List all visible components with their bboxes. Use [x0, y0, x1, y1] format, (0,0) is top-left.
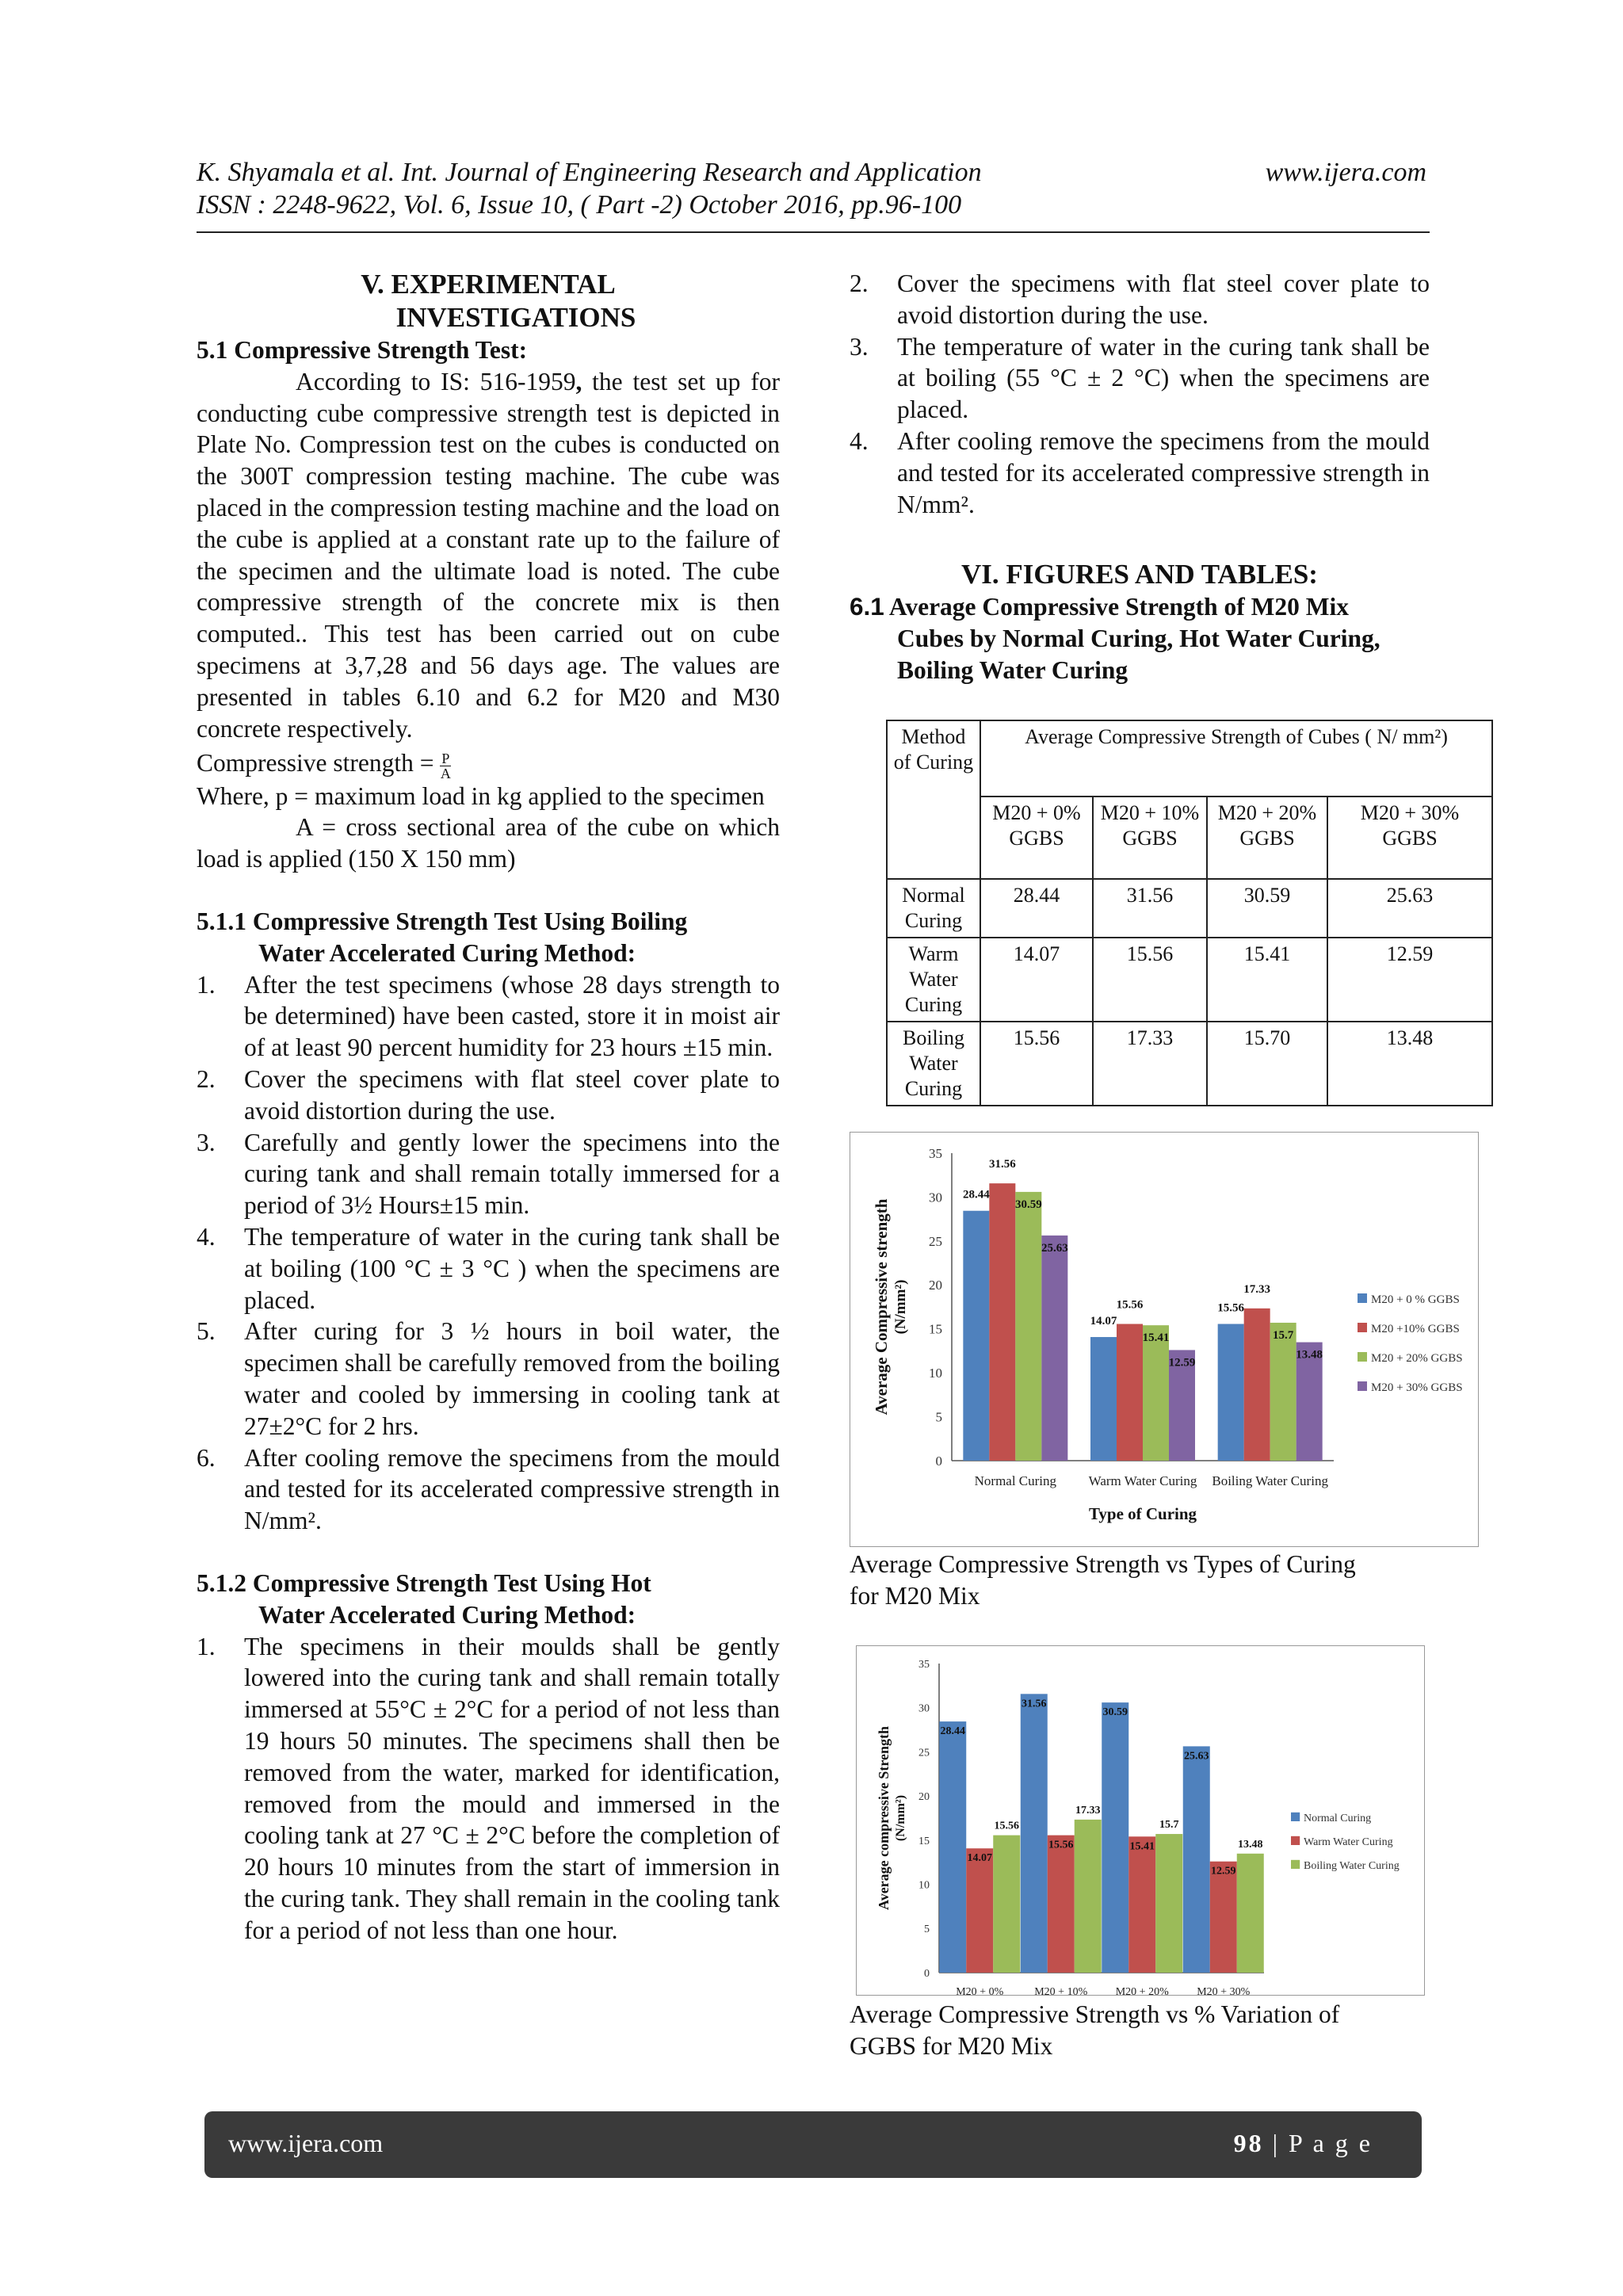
- subsection-title-line2: Cubes by Normal Curing, Hot Water Curing,: [897, 625, 1381, 653]
- running-header-journal: K. Shyamala et al. Int. Journal of Engineering Research and Application: [197, 158, 982, 187]
- where-a: A = cross sectional area of the cube on which load is applied (150 X 150 mm): [197, 813, 780, 873]
- legend-label: M20 + 20% GGBS: [1371, 1352, 1463, 1365]
- bar: [939, 1721, 966, 1973]
- legend-swatch: [1291, 1836, 1300, 1845]
- caption-2-line2: GGBS for M20 Mix: [850, 2031, 1053, 2060]
- section-heading-vi: VI. FIGURES AND TABLES:: [961, 559, 1318, 590]
- y-tick-label: 10: [929, 1366, 942, 1381]
- data-label: 12.59: [1211, 1865, 1236, 1878]
- table-header-method: Method of Curing: [887, 720, 980, 879]
- left-column: [197, 268, 780, 1946]
- bar: [966, 1848, 993, 1973]
- table-cell: 28.44: [980, 879, 1093, 938]
- x-tick-label: M20 + 10%: [1034, 1986, 1088, 1995]
- table-cell: 15.56: [980, 1022, 1093, 1106]
- list-item-text: After the test specimens (whose 28 days strength to be determined) have been casted, store it in moist air of at least 90 percent humidity for 23 hours ±15 min.: [244, 970, 780, 1062]
- list-item: [850, 426, 1430, 520]
- right-column: [850, 268, 1430, 686]
- list-item-text: After curing for 3 ½ hours in boil water, the specimen shall be carefully removed from the boiling water and cooled by immersing in cooling tank at 27±2°C for 2 hrs.: [244, 1317, 780, 1440]
- data-label: 17.33: [1243, 1282, 1271, 1296]
- bar: [1075, 1820, 1102, 1973]
- legend-label: Boiling Water Curing: [1304, 1860, 1400, 1872]
- x-tick-label: M20 + 0%: [956, 1986, 1004, 1995]
- data-label: 14.07: [1090, 1315, 1117, 1328]
- data-label: 15.56: [1048, 1839, 1074, 1851]
- y-tick-label: 25: [929, 1233, 942, 1249]
- table-column-header: M20 + 20% GGBS: [1207, 797, 1327, 879]
- y-axis-title: Average Compressive strength: [872, 1198, 891, 1415]
- y-tick-label: 5: [924, 1924, 930, 1936]
- data-label: 15.56: [994, 1820, 1019, 1832]
- list-item-text: Cover the specimens with flat steel cover plate to avoid distortion during the use.: [897, 269, 1430, 329]
- list-item: [197, 969, 780, 1064]
- table-row: [887, 1022, 1492, 1106]
- bar: [1102, 1702, 1128, 1973]
- list-item: [197, 1064, 780, 1127]
- list-item-number: 6.: [197, 1443, 216, 1472]
- running-header-issn: ISSN : 2248-9622, Vol. 6, Issue 10, ( Part -2) October 2016, pp.96-100: [197, 190, 962, 220]
- list-item-text: The specimens in their moulds shall be gently lowered into the curing tank and shall remain totally immersed at 55°C ± 2°C for a period of not less than 19 hours 50 minutes. The specimens shall then be removed from the water, marked for identification, removed from the mould and immersed in the cooling tank at 27 °C ± 2°C before the completion of 20 hours 10 minutes from the start of immersion in the curing tank. They shall remain in the cooling tank for a period of not less than one hour.: [244, 1632, 780, 1944]
- table-row-method: Boiling Water Curing: [887, 1022, 980, 1106]
- list-item-text: Cover the specimens with flat steel cover plate to avoid distortion during the use.: [244, 1065, 780, 1125]
- table-row-method: Normal Curing: [887, 879, 980, 938]
- data-label: 25.63: [1184, 1750, 1209, 1763]
- list-item-number: 4.: [197, 1222, 216, 1251]
- y-tick-label: 35: [929, 1145, 942, 1161]
- y-tick-label: 20: [929, 1278, 942, 1293]
- footer-page-number: [1234, 2129, 1373, 2158]
- caption-1-line1: Average Compressive Strength vs Types of Curing: [850, 1550, 1356, 1578]
- where-p: Where, p = maximum load in kg applied to the specimen: [197, 781, 765, 810]
- figure-types-of-curing: [850, 1132, 1479, 1547]
- figure-caption-2: [850, 1999, 1484, 2062]
- hot-water-steps-list: [197, 1631, 780, 1946]
- list-item-text: After cooling remove the specimens from the mould and tested for its accelerated compressive strength in N/mm².: [897, 426, 1430, 518]
- list-item: [197, 1127, 780, 1221]
- list-item-text: Carefully and gently lower the specimens into the curing tank and shall remain totally immersed for a period of 3½ Hours±15 min.: [244, 1128, 780, 1220]
- subsection-title-5-1-1-line1: 5.1.1 Compressive Strength Test Using Boiling: [197, 907, 688, 936]
- figure-caption-1: [850, 1549, 1484, 1612]
- table-cell: 15.56: [1093, 938, 1207, 1022]
- data-label: 28.44: [962, 1188, 990, 1201]
- chart-types-of-curing: [850, 1133, 1478, 1546]
- legend-label: M20 + 0 % GGBS: [1371, 1293, 1460, 1306]
- data-label: 28.44: [940, 1725, 965, 1738]
- list-item-text: The temperature of water in the curing tank shall be at boiling (55 °C ± 2 °C) when the specimens are placed.: [897, 332, 1430, 424]
- page-footer: [204, 2111, 1422, 2178]
- legend-swatch: [1358, 1381, 1367, 1391]
- subsection-title-5-1-2-line1: 5.1.2 Compressive Strength Test Using Hot: [197, 1568, 651, 1597]
- legend-swatch: [1291, 1813, 1300, 1821]
- bar: [1270, 1323, 1296, 1461]
- legend-label: M20 +10% GGBS: [1371, 1323, 1460, 1335]
- subsection-title-5-1-1-line2: Water Accelerated Curing Method:: [258, 938, 636, 967]
- table-cell: 15.41: [1207, 938, 1327, 1022]
- x-tick-label: M20 + 30%: [1197, 1986, 1251, 1995]
- body-text: the test set up for conducting cube compressive strength test is depicted in Plate No. Compression test on the cubes is conducted on the 300T compression testing machine. The cube was placed in the compression testing machine and the load on the cube is applied at a constant rate up to the failure of the specimen and the ultimate load is noted. The cube compressive strength of the concrete mix is then computed.. This test has been carried out on cube specimens at 3,7,28 and 56 days age. The values are presented in tables 6.10 and 6.2 for M20 and M30 concrete respectively.: [197, 367, 780, 743]
- y-tick-label: 25: [918, 1747, 930, 1759]
- table-cell: 17.33: [1093, 1022, 1207, 1106]
- data-label: 31.56: [988, 1158, 1016, 1171]
- formula-denominator: A: [440, 765, 451, 781]
- section-heading-line1: V. EXPERIMENTAL: [361, 269, 616, 300]
- header-rule: [197, 231, 1430, 233]
- table-cell: 25.63: [1327, 879, 1492, 938]
- data-label: 13.48: [1296, 1348, 1323, 1362]
- table-cell: 30.59: [1207, 879, 1327, 938]
- section-heading-line2: INVESTIGATIONS: [395, 302, 636, 333]
- data-label: 13.48: [1238, 1838, 1263, 1851]
- x-tick-label: M20 + 20%: [1115, 1986, 1169, 1995]
- caption-1-line2: for M20 Mix: [850, 1581, 980, 1610]
- table-header-average: Average Compressive Strength of Cubes ( N/ mm²): [980, 720, 1492, 797]
- list-item-text: After cooling remove the specimens from the mould and tested for its accelerated compressive strength in N/mm².: [244, 1443, 780, 1535]
- list-item-number: 3.: [197, 1128, 216, 1156]
- bar: [993, 1836, 1020, 1973]
- subsection-5-1-body: According to IS: 516-1959, the test set up for conducting cube compressive strength test is depicted in Plate No. Compression test on the cubes is conducted on the 300T compression testing machine. The cube was placed in the compression testing machine and the load on the cube is applied at a constant rate up to the failure of the specimen and the ultimate load is noted. The cube compressive strength of the concrete mix is then computed.. This test has been carried out on cube specimens at 3,7,28 and 56 days age. The values are presented in tables 6.10 and 6.2 for M20 and M30 concrete respectively.: [197, 367, 780, 743]
- bar: [963, 1211, 989, 1461]
- y-tick-label: 30: [918, 1702, 930, 1715]
- bar: [1041, 1236, 1067, 1461]
- legend-swatch: [1358, 1323, 1367, 1332]
- legend-label: M20 + 30% GGBS: [1371, 1381, 1463, 1394]
- compressive-strength-table: [886, 720, 1493, 1106]
- data-label: 12.59: [1168, 1356, 1196, 1370]
- table-cell: 12.59: [1327, 938, 1492, 1022]
- footer-website: www.ijera.com: [228, 2129, 384, 2157]
- data-label: 30.59: [1102, 1706, 1128, 1719]
- x-tick-label: Boiling Water Curing: [1212, 1473, 1328, 1488]
- bar: [1128, 1836, 1155, 1973]
- formula-fraction: [440, 751, 451, 781]
- bar: [1210, 1862, 1237, 1973]
- y-tick-label: 15: [929, 1321, 942, 1337]
- legend-swatch: [1358, 1293, 1367, 1303]
- page-number: 98: [1233, 2129, 1264, 2157]
- subsection-title-5-1: 5.1 Compressive Strength Test:: [197, 336, 528, 364]
- legend-label: Warm Water Curing: [1304, 1836, 1393, 1848]
- running-header-website: www.ijera.com: [1265, 158, 1426, 187]
- y-tick-label: 15: [918, 1835, 930, 1847]
- formula-label: Compressive strength =: [197, 749, 441, 777]
- standard-reference: According to IS: 516-1959: [296, 367, 576, 395]
- legend-swatch: [1291, 1860, 1300, 1869]
- formula-numerator: P: [441, 750, 450, 766]
- data-label: 25.63: [1041, 1241, 1068, 1255]
- table-row: [887, 879, 1492, 938]
- list-item: [850, 268, 1430, 331]
- list-item-number: 4.: [850, 426, 869, 455]
- y-tick-label: 30: [929, 1190, 942, 1205]
- table-column-header: M20 + 10% GGBS: [1093, 797, 1207, 879]
- subsection-title-line3: Boiling Water Curing: [897, 655, 1128, 684]
- data-label: 15.56: [1217, 1301, 1245, 1315]
- list-item: [197, 1442, 780, 1537]
- y-tick-label: 0: [935, 1453, 942, 1469]
- subsection-title-6-1: [850, 591, 1430, 623]
- y-axis-title: Average compressive Strength: [876, 1726, 892, 1910]
- subsection-title-5-1-2-line2: Water Accelerated Curing Method:: [258, 1600, 636, 1629]
- list-item: [197, 1221, 780, 1316]
- bar: [1048, 1836, 1075, 1973]
- table-row: [887, 938, 1492, 1022]
- y-axis-title-unit: (N/mm²): [892, 1279, 909, 1335]
- data-label: 15.56: [1116, 1298, 1144, 1312]
- data-label: 14.07: [967, 1852, 992, 1865]
- y-tick-label: 10: [918, 1879, 930, 1892]
- x-tick-label: Normal Curing: [974, 1473, 1057, 1488]
- table-cell: 13.48: [1327, 1022, 1492, 1106]
- y-tick-label: 5: [935, 1409, 942, 1425]
- data-label: 15.7: [1273, 1328, 1294, 1342]
- subsection-title-line1: Average Compressive Strength of M20 Mix: [884, 593, 1349, 621]
- list-item-number: 3.: [850, 332, 869, 361]
- data-label: 17.33: [1075, 1804, 1101, 1817]
- bar: [1218, 1324, 1244, 1461]
- subsection-number: 6.1: [850, 592, 884, 621]
- bar: [1244, 1308, 1270, 1461]
- bar: [1183, 1746, 1210, 1973]
- data-label: 31.56: [1022, 1698, 1047, 1710]
- y-tick-label: 20: [918, 1791, 930, 1804]
- list-item-number: 1.: [197, 970, 216, 999]
- y-axis-title-unit: (N/mm²): [894, 1794, 907, 1842]
- bar: [1117, 1324, 1143, 1461]
- table-column-header: M20 + 0% GGBS: [980, 797, 1093, 879]
- chart-variation-of-ggbs: [857, 1646, 1424, 1995]
- bar: [1237, 1854, 1264, 1973]
- y-tick-label: 0: [924, 1967, 930, 1980]
- bar: [989, 1183, 1015, 1461]
- x-tick-label: Warm Water Curing: [1088, 1473, 1197, 1488]
- data-label: 15.41: [1142, 1331, 1170, 1345]
- table-cell: 15.70: [1207, 1022, 1327, 1106]
- list-item: [197, 1316, 780, 1442]
- bar: [1090, 1337, 1117, 1461]
- x-axis-title: Type of Curing: [1088, 1504, 1197, 1523]
- data-label: 15.7: [1159, 1819, 1179, 1832]
- list-item-number: 2.: [197, 1065, 216, 1093]
- formula: [197, 747, 780, 780]
- table-row-method: Warm Water Curing: [887, 938, 980, 1022]
- bar: [1143, 1325, 1169, 1461]
- legend-swatch: [1358, 1352, 1367, 1362]
- table-column-header: M20 + 30% GGBS: [1327, 797, 1492, 879]
- list-item: 1. The specimens in their moulds shall be gently lowered into the curing tank and shall remain totally immersed at 55°C ± 2°C for a period of not less than 19 hours 50 minutes. The specimens shall then be removed from the water, marked for identification, removed from the mould and immersed in the cooling tank at 27 °C ± 2°C before the completion of 20 hours 10 minutes from the start of immersion in the curing tank. They shall remain in the cooling tank for a period of not less than one hour.: [197, 1632, 780, 1944]
- table-cell: 14.07: [980, 938, 1093, 1022]
- legend-label: Normal Curing: [1304, 1813, 1372, 1824]
- figure-variation-of-ggbs: [856, 1645, 1425, 1996]
- data-label: 15.41: [1129, 1840, 1155, 1853]
- bar: [1021, 1694, 1048, 1973]
- list-item: [850, 331, 1430, 426]
- bar: [1155, 1834, 1182, 1973]
- table-cell: 31.56: [1093, 879, 1207, 938]
- page-label: | P a g e: [1263, 2129, 1373, 2157]
- list-item-text: The temperature of water in the curing tank shall be at boiling (100 °C ± 3 °C ) when the specimens are placed.: [244, 1222, 780, 1314]
- right-steps-list: [850, 268, 1430, 520]
- data-label: 30.59: [1014, 1198, 1042, 1211]
- bar: [1015, 1192, 1041, 1461]
- list-item-number: 2.: [850, 269, 869, 297]
- caption-2-line1: Average Compressive Strength vs % Variation of: [850, 2000, 1340, 2028]
- y-tick-label: 35: [918, 1658, 930, 1671]
- boiling-steps-list: [197, 969, 780, 1537]
- list-item-number: 5.: [197, 1317, 216, 1346]
